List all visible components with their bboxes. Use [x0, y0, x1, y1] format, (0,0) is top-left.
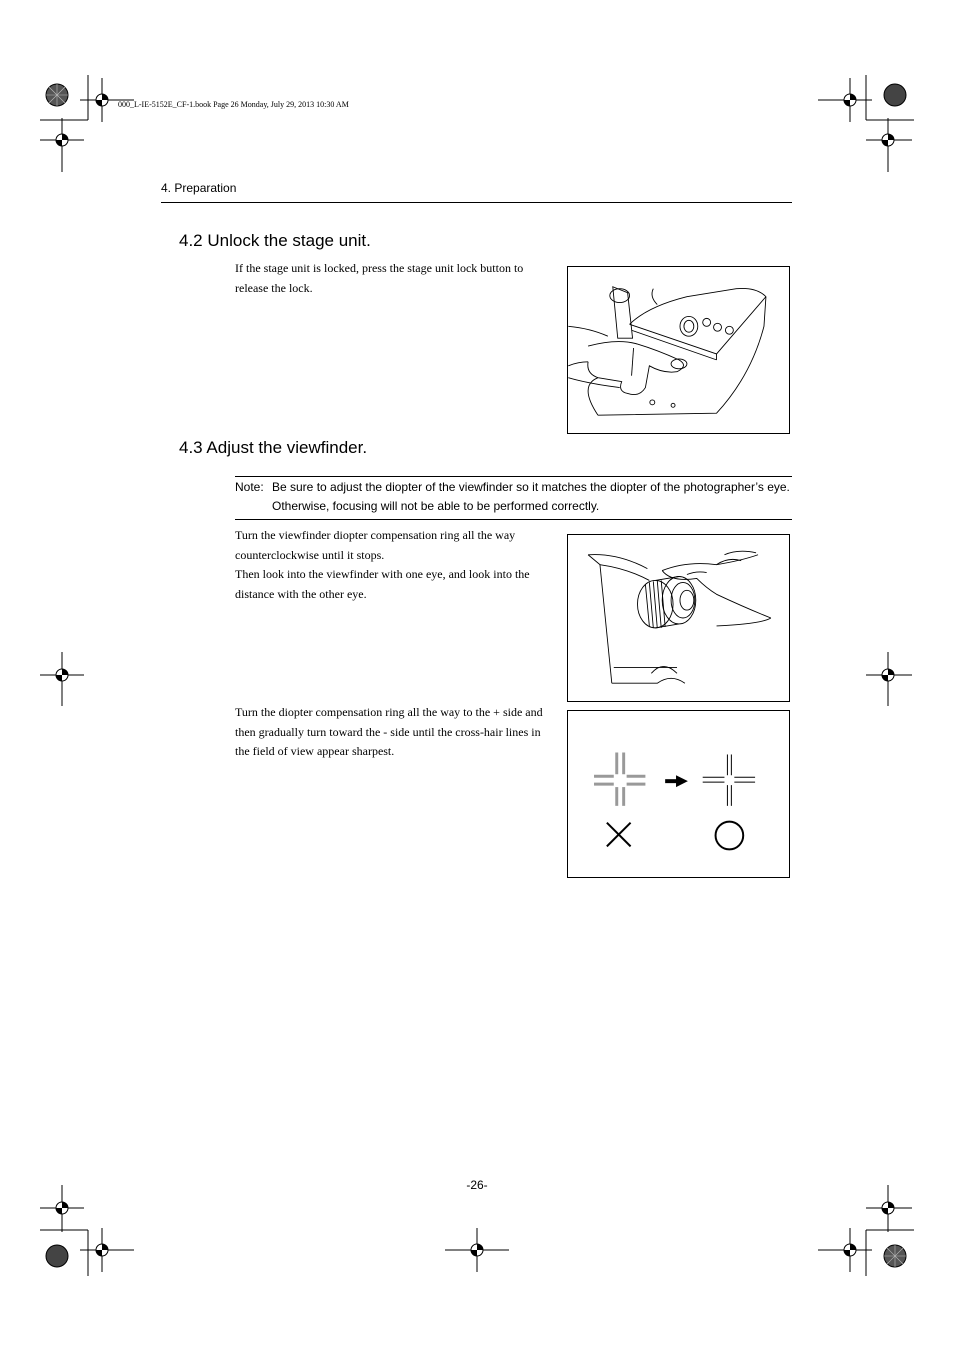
section-heading-4-3: 4.3 Adjust the viewfinder. [179, 438, 368, 457]
paragraph: Then look into the viewfinder with one eye, and look into the distance with the other eye. [235, 567, 530, 601]
note-text: Be sure to adjust the diopter of the viewfinder so it matches the diopter of the photographer’s eye. Otherwise, focusing will not be able to be performed correctly. [272, 480, 790, 513]
section-heading-4-2: 4.2 Unlock the stage unit. [179, 231, 371, 250]
step-1-text [235, 526, 560, 604]
sharp-crosshair-icon [703, 754, 755, 805]
paragraph: Turn the diopter compensation ring all the way to the + side and then gradually turn toward the - side until the cross-hair lines in the field of view appear sharpest. [235, 705, 543, 758]
print-info: 000_L-IE-5152E_CF-1.book Page 26 Monday, July 29, 2013 10:30 AM [118, 100, 349, 109]
note-box [235, 478, 792, 516]
note-label: Note: [235, 480, 264, 494]
running-header: 4. Preparation [161, 181, 237, 195]
cross-mark-icon [607, 823, 631, 847]
circle-mark-icon [716, 822, 744, 850]
hand-turning-diopter-ring-icon [568, 535, 789, 701]
section-4-2-text [235, 259, 557, 298]
blurred-crosshair-icon [594, 753, 645, 806]
paragraph: If the stage unit is locked, press the stage unit lock button to release the lock. [235, 261, 524, 295]
step-2-text [235, 703, 555, 762]
hand-pressing-lock-button-icon [568, 267, 789, 433]
note-top-rule [235, 476, 792, 477]
viewfinder-figure [567, 534, 790, 702]
paragraph: Turn the viewfinder diopter compensation ring all the way counterclockwise until it stops. [235, 528, 516, 562]
arrow-right-icon [665, 775, 688, 787]
note-bottom-rule [235, 519, 792, 520]
stage-unit-figure [567, 266, 790, 434]
header-rule [161, 202, 792, 203]
page-number: -26- [466, 1178, 488, 1192]
crosshair-figure [567, 710, 790, 878]
